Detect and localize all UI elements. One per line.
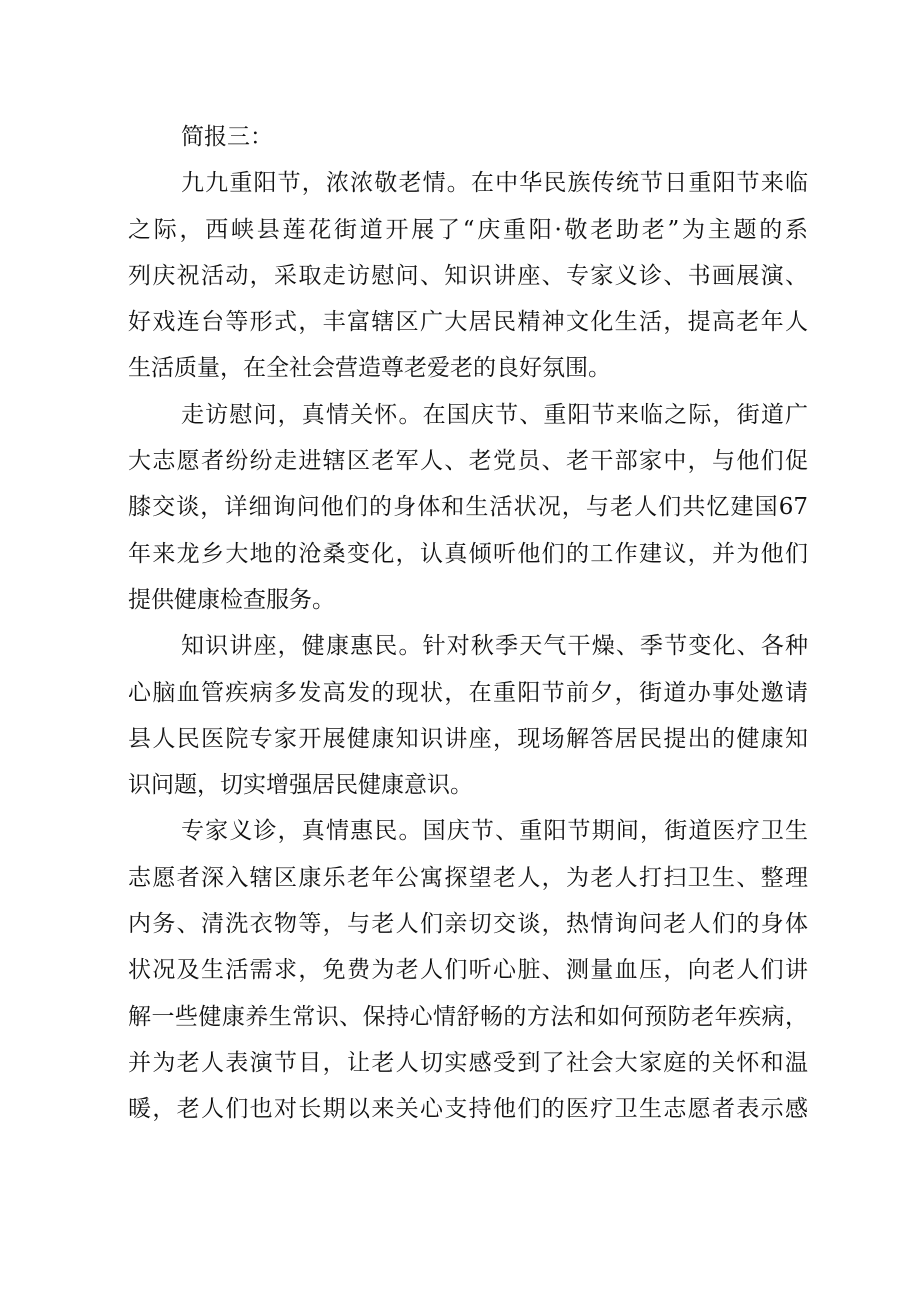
paragraph-line: 好戏连台等形式，丰富辖区广大居民精神文化生活，提高老年人 [128,309,808,336]
paragraph-intro [128,160,808,391]
paragraph-line: 大志愿者纷纷走进辖区老军人、老党员、老干部家中，与他们促 [128,448,808,475]
paragraph-line: 并为老人表演节目，让老人切实感受到了社会大家庭的关怀和温 [128,1049,808,1076]
document-body [128,114,808,1133]
paragraph-line: 生活质量，在全社会营造尊老爱老的良好氛围。 [128,355,611,382]
paragraph-line: 志愿者深入辖区康乐老年公寓探望老人，为老人打扫卫生、整理 [128,864,808,891]
paragraph-line: 心脑血管疾病多发高发的现状，在重阳节前夕，街道办事处邀请 [128,679,808,706]
paragraph-line: 走访慰问，真情关怀。在国庆节、重阳节来临之际，街道广 [181,401,808,428]
paragraph-line: 识问题，切实增强居民健康意识。 [128,772,473,799]
paragraph-line: 知识讲座，健康惠民。针对秋季天气干燥、季节变化、各种 [181,633,808,660]
paragraph-visits [128,392,808,623]
paragraph-line: 专家义诊，真情惠民。国庆节、重阳节期间，街道医疗卫生 [181,818,808,845]
paragraph-line: 九九重阳节，浓浓敬老情。在中华民族传统节日重阳节来临 [181,170,808,197]
paragraph-line: 膝交谈，详细询问他们的身体和生活状况，与老人们共忆建国67 [128,494,808,521]
paragraph-line: 内务、清洗衣物等，与老人们亲切交谈，热情询问老人们的身体 [128,911,808,938]
paragraph-line: 解一些健康养生常识、保持心情舒畅的方法和如何预防老年疾病， [128,1003,808,1030]
paragraph-line: 县人民医院专家开展健康知识讲座，现场解答居民提出的健康知 [128,725,808,752]
paragraph-clinic [128,808,808,1132]
paragraph-line: 年来龙乡大地的沧桑变化，认真倾听他们的工作建议，并为他们 [128,540,808,567]
document-heading: 简报三： [181,124,273,150]
paragraph-line: 状况及生活需求，免费为老人们听心脏、测量血压，向老人们讲 [128,957,808,984]
paragraph-line: 暖，老人们也对长期以来关心支持他们的医疗卫生志愿者表示感 [128,1096,808,1123]
paragraph-line: 列庆祝活动，采取走访慰问、知识讲座、专家义诊、书画展演、 [128,262,808,289]
paragraph-line: 之际，西峡县莲花街道开展了“庆重阳·敬老助老”为主题的系 [128,216,808,243]
paragraph-lectures [128,623,808,808]
paragraph-line: 提供健康检查服务。 [128,586,335,613]
